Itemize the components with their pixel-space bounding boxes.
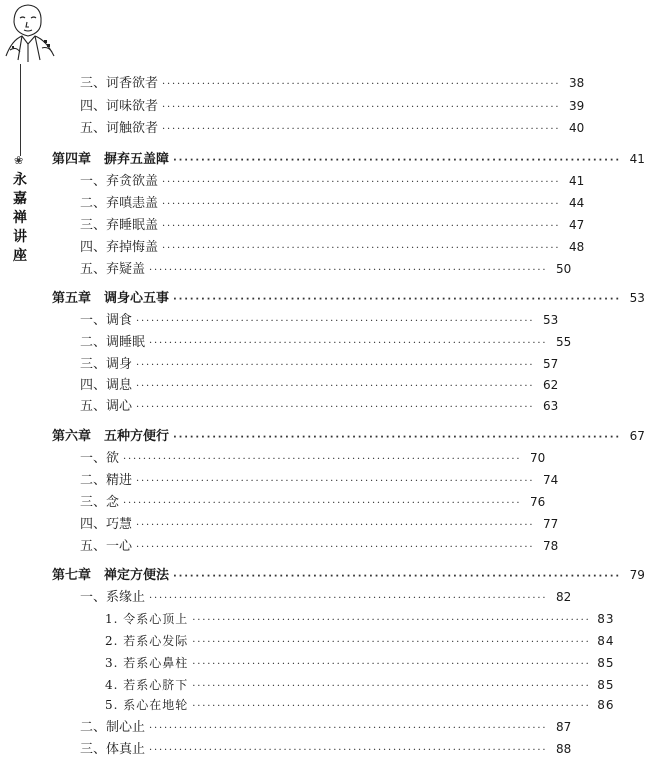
toc-entry-label: 四、弃掉悔盖 <box>80 240 159 255</box>
side-title-char: 讲 <box>13 229 27 245</box>
dot-leader: ················································································ <box>136 316 535 327</box>
toc-entry[interactable] <box>80 589 572 607</box>
toc-entry-label: 三、念 <box>80 495 120 510</box>
dot-leader: ················································································ <box>192 659 591 670</box>
toc-entry-page: 53 <box>543 313 559 327</box>
dot-leader: ················································································ <box>162 124 561 135</box>
toc-entry-label: 四、调息 <box>80 378 133 393</box>
toc-entry-label: 二、制心止 <box>80 720 146 735</box>
toc-entry-label: 五、调心 <box>80 399 133 414</box>
toc-entry[interactable] <box>80 494 546 512</box>
side-rule-line <box>20 64 21 156</box>
dot-leader: ················································································ <box>192 637 591 648</box>
toc-entry-page: 55 <box>556 335 572 349</box>
side-title-char: 座 <box>13 248 27 264</box>
toc-entry-page: 57 <box>543 357 559 371</box>
toc-entry-page: 85 <box>597 656 615 670</box>
toc-entry[interactable] <box>80 719 572 737</box>
toc-entry-page: 74 <box>543 473 559 487</box>
toc-chapter-label: 第七章 禅定方便法 <box>52 568 170 583</box>
toc-entry-label: 五、诃触欲者 <box>80 121 159 136</box>
toc-entry[interactable] <box>80 472 559 490</box>
toc-entry-page: 78 <box>543 539 559 553</box>
toc-entry[interactable] <box>80 398 559 416</box>
toc-chapter-label: 第四章 摒弃五盖障 <box>52 152 170 167</box>
toc-entry-page: 44 <box>569 196 585 210</box>
toc-entry-page: 63 <box>543 399 559 413</box>
toc-entry-page: 47 <box>569 218 585 232</box>
toc-subentry-label: 3. 若系心鼻柱 <box>105 656 189 670</box>
toc-entry-label: 三、调身 <box>80 357 133 372</box>
toc-entry[interactable] <box>80 538 559 556</box>
toc-entry-page: 48 <box>569 240 585 254</box>
toc-entry-page: 85 <box>597 678 615 692</box>
toc-entry-label: 二、弃嗔恚盖 <box>80 196 159 211</box>
dot-leader: ················································································ <box>136 360 535 371</box>
toc-entry-label: 三、体真止 <box>80 742 146 757</box>
dot-leader: ················································································ <box>149 745 548 756</box>
dot-leader: ················································································ <box>192 615 591 626</box>
toc-entry[interactable] <box>80 334 572 352</box>
dot-leader: ················································································ <box>162 177 561 188</box>
toc-subentry-label: 1. 令系心顶上 <box>105 612 189 626</box>
dot-leader: ················································································ <box>123 454 522 465</box>
toc-entry[interactable] <box>80 98 585 116</box>
toc-chapter-entry[interactable] <box>52 428 645 446</box>
toc-chapter-entry[interactable] <box>52 567 645 585</box>
dot-leader: ················································································ <box>162 79 561 90</box>
toc-entry-label: 二、调睡眠 <box>80 335 146 350</box>
toc-subentry[interactable] <box>105 677 615 695</box>
dot-leader: ················································································ <box>173 432 621 443</box>
side-book-title <box>9 171 31 266</box>
toc-entry-label: 二、精进 <box>80 473 133 488</box>
dot-leader: ················································································ <box>136 476 535 487</box>
toc-entry-page: 41 <box>629 152 645 166</box>
dot-leader: ················································································ <box>136 402 535 413</box>
side-title-char: 禅 <box>13 210 27 226</box>
toc-entry-page: 84 <box>597 634 615 648</box>
toc-entry-page: 88 <box>556 742 572 756</box>
dot-leader: ················································································ <box>149 593 548 604</box>
toc-entry[interactable] <box>80 312 559 330</box>
side-title-char: 永 <box>13 172 27 188</box>
toc-entry[interactable] <box>80 356 559 374</box>
toc-chapter-label: 第六章 五种方便行 <box>52 429 170 444</box>
dot-leader: ················································································ <box>149 338 548 349</box>
toc-subentry[interactable] <box>105 611 615 629</box>
toc-subentry-label: 5. 系心在地轮 <box>105 698 189 712</box>
toc-chapter-label: 第五章 调身心五事 <box>52 291 170 306</box>
dot-leader: ················································································ <box>149 265 548 276</box>
toc-entry-page: 62 <box>543 378 559 392</box>
dot-leader: ················································································ <box>173 294 621 305</box>
dot-leader: ················································································ <box>149 723 548 734</box>
toc-entry-label: 三、诃香欲者 <box>80 76 159 91</box>
toc-entry-page: 76 <box>530 495 546 509</box>
side-ornament: ❀ <box>14 154 24 167</box>
toc-entry[interactable] <box>80 195 585 213</box>
toc-subentry[interactable] <box>105 633 615 651</box>
dot-leader: ················································································ <box>162 243 561 254</box>
toc-chapter-entry[interactable] <box>52 151 645 169</box>
toc-entry-label: 三、弃睡眠盖 <box>80 218 159 233</box>
toc-entry-page: 87 <box>556 720 572 734</box>
toc-entry-page: 79 <box>629 568 645 582</box>
dot-leader: ················································································ <box>192 681 591 692</box>
toc-entry[interactable] <box>80 120 585 138</box>
toc-entry[interactable] <box>80 516 559 534</box>
dot-leader: ················································································ <box>192 701 591 712</box>
toc-entry-page: 50 <box>556 262 572 276</box>
toc-entry-page: 40 <box>569 121 585 135</box>
dot-leader: ················································································ <box>173 571 621 582</box>
toc-entry[interactable] <box>80 217 585 235</box>
toc-entry[interactable] <box>80 377 559 395</box>
toc-entry-label: 一、欲 <box>80 451 120 466</box>
toc-entry-label: 四、诃味欲者 <box>80 99 159 114</box>
dot-leader: ················································································ <box>136 381 535 392</box>
toc-entry-page: 53 <box>629 291 645 305</box>
toc-entry-label: 四、巧慧 <box>80 517 133 532</box>
toc-entry[interactable] <box>80 239 585 257</box>
toc-entry[interactable] <box>80 75 585 93</box>
toc-chapter-entry[interactable] <box>52 290 645 308</box>
dot-leader: ················································································ <box>123 498 522 509</box>
toc-entry-page: 39 <box>569 99 585 113</box>
toc-subentry[interactable] <box>105 697 615 715</box>
toc-subentry-label: 2. 若系心发际 <box>105 634 189 648</box>
toc-entry-label: 一、弃贪欲盖 <box>80 174 159 189</box>
dot-leader: ················································································ <box>173 155 621 166</box>
dot-leader: ················································································ <box>136 542 535 553</box>
dot-leader: ················································································ <box>162 221 561 232</box>
monk-portrait-illustration <box>0 0 62 66</box>
toc-entry-page: 41 <box>569 174 585 188</box>
toc-entry-page: 38 <box>569 76 585 90</box>
toc-entry[interactable] <box>80 173 585 191</box>
toc-entry-label: 一、调食 <box>80 313 133 328</box>
toc-entry-page: 67 <box>629 429 645 443</box>
toc-entry[interactable] <box>80 741 572 759</box>
toc-subentry-label: 4. 若系心脐下 <box>105 678 189 692</box>
toc-subentry[interactable] <box>105 655 615 673</box>
toc-entry-label: 一、系缘止 <box>80 590 146 605</box>
dot-leader: ················································································ <box>162 102 561 113</box>
toc-entry-page: 70 <box>530 451 546 465</box>
dot-leader: ················································································ <box>162 199 561 210</box>
toc-entry-page: 86 <box>597 698 615 712</box>
toc-entry-page: 77 <box>543 517 559 531</box>
toc-entry-label: 五、一心 <box>80 539 133 554</box>
toc-entry-page: 83 <box>597 612 615 626</box>
toc-entry[interactable] <box>80 261 572 279</box>
toc-entry[interactable] <box>80 450 546 468</box>
dot-leader: ················································································ <box>136 520 535 531</box>
toc-entry-page: 82 <box>556 590 572 604</box>
side-title-char: 嘉 <box>13 191 27 207</box>
toc-entry-label: 五、弃疑盖 <box>80 262 146 277</box>
